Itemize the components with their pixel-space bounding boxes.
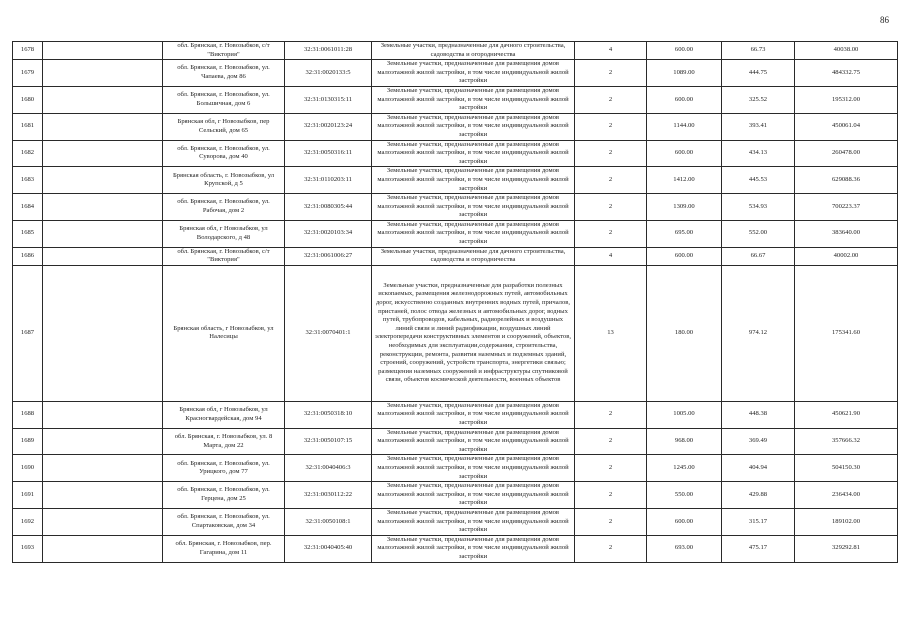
specific-value-cell: 434.13 (722, 140, 795, 167)
land-use-cell: Земельные участки, предназначенные для размещения домов малоэтажной жилой застройки, в том числе индивидуальной жилой застройки (372, 482, 575, 509)
specific-value-cell: 369.49 (722, 428, 795, 455)
cadastral-value-cell: 236434.00 (795, 482, 898, 509)
table-row (13, 428, 898, 455)
cadastral-number-cell: 32:31:0020103:34 (285, 220, 372, 247)
row-number-cell: 1688 (13, 401, 43, 428)
land-use-cell: Земельные участки, предназначенные для размещения домов малоэтажной жилой застройки, в том числе индивидуальной жилой застройки (372, 113, 575, 140)
land-use-cell: Земельные участки, предназначенные для размещения домов малоэтажной жилой застройки, в том числе индивидуальной жилой застройки (372, 86, 575, 113)
table-row (13, 535, 898, 562)
cadastral-number-cell: 32:31:0040405:40 (285, 535, 372, 562)
table-row (13, 220, 898, 247)
group-number-cell: 13 (575, 265, 647, 401)
area-cell: 1144.00 (647, 113, 722, 140)
address-cell: обл. Брянская, г. Новозыбков, ул. Спартаковская, дом 34 (163, 508, 285, 535)
empty-cell (43, 167, 163, 194)
empty-cell (43, 265, 163, 401)
row-number-cell: 1679 (13, 60, 43, 87)
cadastral-value-cell: 450621.90 (795, 401, 898, 428)
cadastral-number-cell: 32:31:0070401:1 (285, 265, 372, 401)
group-number-cell: 2 (575, 535, 647, 562)
land-use-cell: Земельные участки, предназначенные для размещения домов малоэтажной жилой застройки, в том числе индивидуальной жилой застройки (372, 401, 575, 428)
land-use-cell: Земельные участки, предназначенные для размещения домов малоэтажной жилой застройки, в том числе индивидуальной жилой застройки (372, 455, 575, 482)
empty-cell (43, 140, 163, 167)
cadastral-number-cell: 32:31:0061011:28 (285, 42, 372, 60)
group-number-cell: 2 (575, 401, 647, 428)
specific-value-cell: 66.73 (722, 42, 795, 60)
table-row (13, 194, 898, 221)
empty-cell (43, 42, 163, 60)
area-cell: 1005.00 (647, 401, 722, 428)
land-use-cell: Земельные участки, предназначенные для размещения домов малоэтажной жилой застройки, в том числе индивидуальной жилой застройки (372, 428, 575, 455)
table-row (13, 265, 898, 401)
empty-cell (43, 113, 163, 140)
cadastral-value-cell: 175341.60 (795, 265, 898, 401)
row-number-cell: 1692 (13, 508, 43, 535)
empty-cell (43, 401, 163, 428)
empty-cell (43, 455, 163, 482)
group-number-cell: 4 (575, 42, 647, 60)
empty-cell (43, 508, 163, 535)
area-cell: 695.00 (647, 220, 722, 247)
table-row (13, 247, 898, 265)
cadastral-number-cell: 32:31:0050318:10 (285, 401, 372, 428)
address-cell: обл. Брянская, г. Новозыбков, ул. 8 Марта, дом 22 (163, 428, 285, 455)
address-cell: обл. Брянская, г. Новозыбков, с/т "Виктория" (163, 42, 285, 60)
specific-value-cell: 448.38 (722, 401, 795, 428)
row-number-cell: 1680 (13, 86, 43, 113)
address-cell: обл. Брянская, г. Новозыбков, с/т "Виктория" (163, 247, 285, 265)
cadastral-number-cell: 32:31:0110203:11 (285, 167, 372, 194)
specific-value-cell: 404.94 (722, 455, 795, 482)
cadastral-number-cell: 32:31:0020123:24 (285, 113, 372, 140)
table-row (13, 113, 898, 140)
area-cell: 600.00 (647, 247, 722, 265)
empty-cell (43, 86, 163, 113)
table-row (13, 401, 898, 428)
land-use-cell: Земельные участки, предназначенные для размещения домов малоэтажной жилой застройки, в том числе индивидуальной жилой застройки (372, 60, 575, 87)
table-row (13, 86, 898, 113)
cadastral-number-cell: 32:31:0080305:44 (285, 194, 372, 221)
cadastral-value-cell: 260478.00 (795, 140, 898, 167)
group-number-cell: 2 (575, 113, 647, 140)
area-cell: 968.00 (647, 428, 722, 455)
area-cell: 1245.00 (647, 455, 722, 482)
specific-value-cell: 552.00 (722, 220, 795, 247)
row-number-cell: 1690 (13, 455, 43, 482)
land-use-cell: Земельные участки, предназначенные для размещения домов малоэтажной жилой застройки, в том числе индивидуальной жилой застройки (372, 140, 575, 167)
group-number-cell: 2 (575, 428, 647, 455)
area-cell: 1089.00 (647, 60, 722, 87)
address-cell: обл. Брянская, г. Новозыбков, ул. Большичная, дом 6 (163, 86, 285, 113)
cadastral-value-cell: 700223.37 (795, 194, 898, 221)
specific-value-cell: 445.53 (722, 167, 795, 194)
area-cell: 550.00 (647, 482, 722, 509)
specific-value-cell: 325.52 (722, 86, 795, 113)
area-cell: 600.00 (647, 508, 722, 535)
table-row (13, 482, 898, 509)
specific-value-cell: 475.17 (722, 535, 795, 562)
group-number-cell: 2 (575, 60, 647, 87)
specific-value-cell: 66.67 (722, 247, 795, 265)
cadastral-value-cell: 450061.04 (795, 113, 898, 140)
land-use-cell: Земельные участки, предназначенные для дачного строительства, садоводства и огородничества (372, 247, 575, 265)
address-cell: обл. Брянская, г. Новозыбков, ул. Урицкого, дом 77 (163, 455, 285, 482)
row-number-cell: 1683 (13, 167, 43, 194)
row-number-cell: 1678 (13, 42, 43, 60)
cadastral-value-cell: 504150.30 (795, 455, 898, 482)
table-row (13, 508, 898, 535)
cadastral-value-cell: 357666.32 (795, 428, 898, 455)
cadastral-value-cell: 40038.00 (795, 42, 898, 60)
row-number-cell: 1682 (13, 140, 43, 167)
address-cell: Брянская обл, г Новозыбков, ул Красногвардейская, дом 94 (163, 401, 285, 428)
address-cell: Брянская область, г Новозыбков, ул Налесицы (163, 265, 285, 401)
area-cell: 600.00 (647, 42, 722, 60)
land-use-cell: Земельные участки, предназначенные для размещения домов малоэтажной жилой застройки, в том числе индивидуальной жилой застройки (372, 535, 575, 562)
cadastral-number-cell: 32:31:0050108:1 (285, 508, 372, 535)
cadastral-value-cell: 189102.00 (795, 508, 898, 535)
page-number: 86 (880, 15, 889, 25)
cadastral-value-cell: 40002.00 (795, 247, 898, 265)
cadastral-number-cell: 32:31:0030112:22 (285, 482, 372, 509)
specific-value-cell: 974.12 (722, 265, 795, 401)
empty-cell (43, 60, 163, 87)
cadastral-number-cell: 32:31:0061006:27 (285, 247, 372, 265)
table-row (13, 455, 898, 482)
address-cell: Брянская обл, г Новозыбков, пер Сельский, дом 65 (163, 113, 285, 140)
address-cell: обл. Брянская, г. Новозыбков, пер. Гагарина, дом 11 (163, 535, 285, 562)
cadastral-number-cell: 32:31:0040406:3 (285, 455, 372, 482)
empty-cell (43, 428, 163, 455)
row-number-cell: 1686 (13, 247, 43, 265)
cadastral-value-cell: 195312.00 (795, 86, 898, 113)
area-cell: 1309.00 (647, 194, 722, 221)
cadastral-number-cell: 32:31:0050107:15 (285, 428, 372, 455)
area-cell: 1412.00 (647, 167, 722, 194)
group-number-cell: 2 (575, 86, 647, 113)
land-use-cell: Земельные участки, предназначенные для размещения домов малоэтажной жилой застройки, в том числе индивидуальной жилой застройки (372, 508, 575, 535)
empty-cell (43, 247, 163, 265)
group-number-cell: 2 (575, 482, 647, 509)
group-number-cell: 2 (575, 455, 647, 482)
area-cell: 693.00 (647, 535, 722, 562)
table-row (13, 60, 898, 87)
row-number-cell: 1689 (13, 428, 43, 455)
land-use-cell: Земельные участки, предназначенные для размещения домов малоэтажной жилой застройки, в том числе индивидуальной жилой застройки (372, 194, 575, 221)
area-cell: 180.00 (647, 265, 722, 401)
cadastral-value-cell: 329292.81 (795, 535, 898, 562)
address-cell: Брянская область, г. Новозыбков, ул Крупской, д 5 (163, 167, 285, 194)
address-cell: обл. Брянская, г. Новозыбков, ул. Чапаева, дом 86 (163, 60, 285, 87)
specific-value-cell: 534.93 (722, 194, 795, 221)
cadastral-number-cell: 32:31:0020133:5 (285, 60, 372, 87)
row-number-cell: 1685 (13, 220, 43, 247)
group-number-cell: 2 (575, 140, 647, 167)
cadastral-value-cell: 383640.00 (795, 220, 898, 247)
address-cell: обл. Брянская, г. Новозыбков, ул. Рабочая, дом 2 (163, 194, 285, 221)
table-row (13, 42, 898, 60)
cadastral-value-cell: 484332.75 (795, 60, 898, 87)
group-number-cell: 2 (575, 220, 647, 247)
group-number-cell: 2 (575, 167, 647, 194)
cadastral-value-table (12, 41, 898, 563)
group-number-cell: 2 (575, 508, 647, 535)
row-number-cell: 1684 (13, 194, 43, 221)
empty-cell (43, 482, 163, 509)
land-use-cell: Земельные участки, предназначенные для размещения домов малоэтажной жилой застройки, в том числе индивидуальной жилой застройки (372, 167, 575, 194)
empty-cell (43, 220, 163, 247)
land-use-cell: Земельные участки, предназначенные для разработки полезных ископаемых, размещения железнодорожных путей, автомобильных дорог, искусственно созданных внутренних водных путей, причалов, пристаней, полос отвода железных и автомобильных дорог, водных путей, трубопроводов, кабельных, радиорелейных и воздушных линий связи и линий радиофикации, воздушных линий электропередачи конструктивных элементов и сооружений, объектов, необходимых для эксплуатации,содержания, строительства, реконструкции, ремонта, развития наземных и подземных зданий, строений, сооружений, устройств транспорта, энергетики связью; размещения наземных сооружений и инфраструктуры спутниковой связи, объектов космической деятельности, военных объектов (372, 265, 575, 401)
row-number-cell: 1691 (13, 482, 43, 509)
table-row (13, 167, 898, 194)
group-number-cell: 4 (575, 247, 647, 265)
area-cell: 600.00 (647, 86, 722, 113)
cadastral-number-cell: 32:31:0130315:11 (285, 86, 372, 113)
address-cell: обл. Брянская, г. Новозыбков, ул. Герцена, дом 25 (163, 482, 285, 509)
specific-value-cell: 393.41 (722, 113, 795, 140)
group-number-cell: 2 (575, 194, 647, 221)
row-number-cell: 1681 (13, 113, 43, 140)
specific-value-cell: 315.17 (722, 508, 795, 535)
row-number-cell: 1687 (13, 265, 43, 401)
address-cell: обл. Брянская, г. Новозыбков, ул. Суворова, дом 40 (163, 140, 285, 167)
table-row (13, 140, 898, 167)
empty-cell (43, 194, 163, 221)
cadastral-value-cell: 629088.36 (795, 167, 898, 194)
land-use-cell: Земельные участки, предназначенные для размещения домов малоэтажной жилой застройки, в том числе индивидуальной жилой застройки (372, 220, 575, 247)
cadastral-number-cell: 32:31:0050316:11 (285, 140, 372, 167)
specific-value-cell: 444.75 (722, 60, 795, 87)
empty-cell (43, 535, 163, 562)
row-number-cell: 1693 (13, 535, 43, 562)
address-cell: Брянская обл, г Новозыбков, ул Володарского, д 48 (163, 220, 285, 247)
area-cell: 600.00 (647, 140, 722, 167)
land-use-cell: Земельные участки, предназначенные для дачного строительства, садоводства и огородничества (372, 42, 575, 60)
specific-value-cell: 429.88 (722, 482, 795, 509)
